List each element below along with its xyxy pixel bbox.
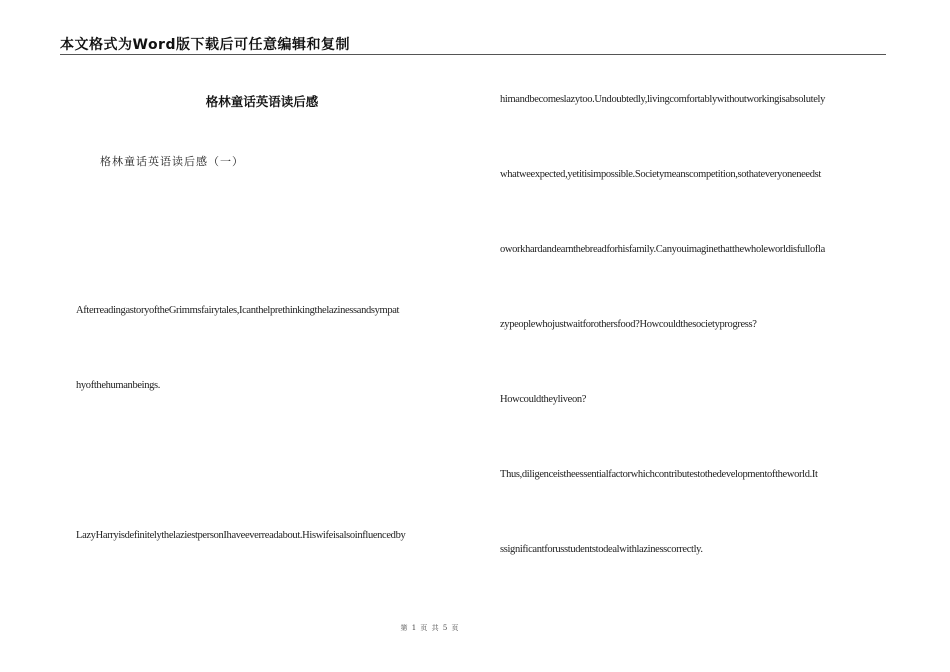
- left-text-line: hyofthehumanbeings.: [76, 380, 161, 391]
- left-text-line: LazyHarryisdefinitelythelaziestpersonIhaveeverreadabout.Hiswifeisalsoinfluencedby: [76, 530, 406, 541]
- right-text-line: Thus,diligenceistheessentialfactorwhichcontributestothedevelopmentoftheworld.It: [500, 469, 818, 480]
- page-header-text: 本文格式为Word版下载后可任意编辑和复制: [60, 37, 350, 53]
- left-text-line: AfterreadingastoryoftheGrimmsfairytales,Icanthelprethinkingthelazinessandsympat: [76, 305, 400, 316]
- document-title: 格林童话英语读后感: [205, 94, 319, 109]
- header-divider: [60, 54, 886, 55]
- right-text-line: zypeoplewhojustwaitforothersfood?Howcouldthesocietyprogress?: [500, 319, 757, 330]
- section-subtitle: 格林童话英语读后感（一）: [100, 155, 244, 168]
- page-number: 第 1 页 共 5 页: [400, 624, 460, 632]
- right-text-line: himandbecomeslazytoo.Undoubtedly,livingcomfortablywithoutworkingisabsolutely: [500, 94, 825, 105]
- right-text-line: oworkhardandearnthebreadforhisfamily.Canyouimaginethatthewholeworldisfullofla: [500, 244, 825, 255]
- right-text-line: whatweexpected,yetitisimpossible.Societymeanscompetition,sothateveryoneneedst: [500, 169, 821, 180]
- right-text-line: Howcouldtheyliveon?: [500, 394, 587, 405]
- right-text-line: ssignificantforusstudentstodealwithlazinesscorrectly.: [500, 544, 703, 555]
